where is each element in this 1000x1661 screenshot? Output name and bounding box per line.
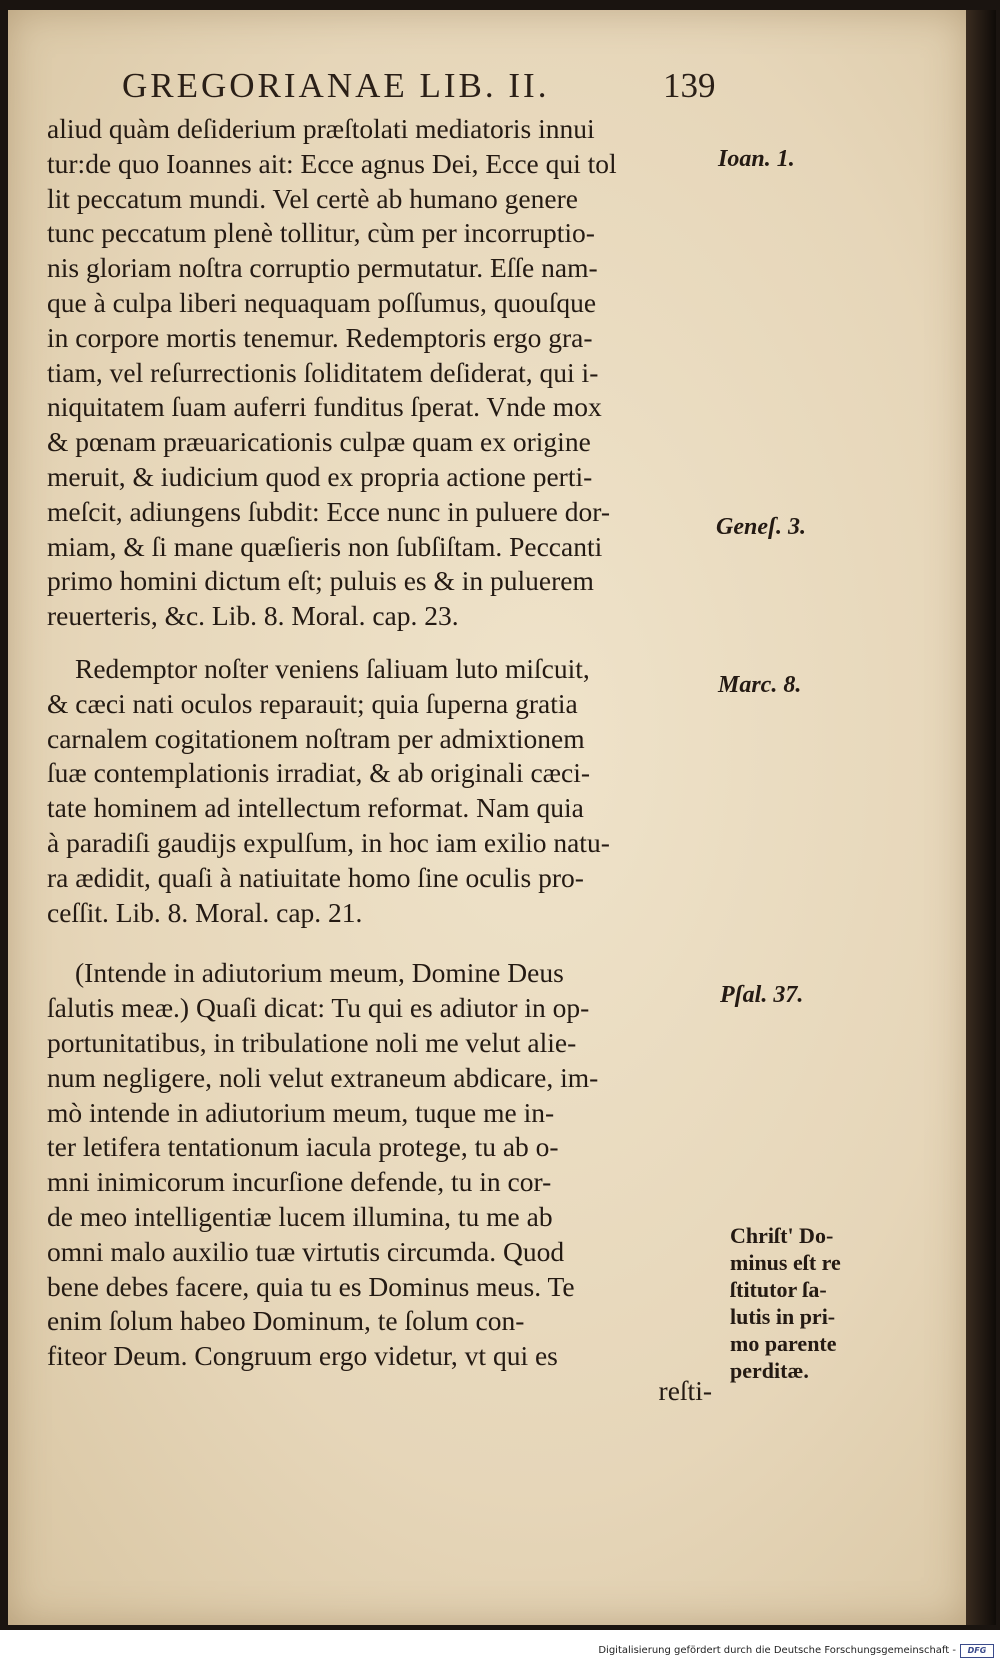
page-gutter (966, 10, 996, 1625)
text-line: nis gloriam noſtra corruptio permutatur. Eſſe nam- (47, 252, 598, 284)
margin-ref-genes: Geneſ. 3. (716, 514, 806, 540)
text-line: meſcit, adiungens ſubdit: Ecce nunc in puluere dor- (47, 495, 611, 527)
text-line: ra ædidit, quaſi à natiuitate homo ſine oculis pro- (47, 861, 584, 893)
text-line: & cæci nati oculos reparauit; quia ſuperna gratia (47, 687, 578, 719)
margin-note-line: Chriſt' Do- (730, 1223, 834, 1248)
text-line: tate hominem ad intellectum reformat. Nam quia (47, 792, 584, 824)
text-line: ſuæ contemplationis irradiat, & ab originali cæci- (47, 757, 590, 789)
paragraph-start-line: (Intende in adiutorium meum, Domine Deus (75, 957, 564, 989)
text-line: carnalem cogitationem noſtram per admixtionem (47, 722, 585, 754)
text-line: mò intende in adiutorium meum, tuque me in- (47, 1096, 555, 1128)
body-text (47, 112, 712, 1409)
text-line: in corpore mortis tenemur. Redemptoris ergo gra- (47, 321, 593, 353)
text-line: reuerteris, &c. Lib. 8. Moral. cap. 23. (47, 600, 459, 632)
text-line: de meo intelligentiæ lucem illumina, tu me ab (47, 1200, 553, 1232)
text-line: aliud quàm deſiderium præſtolati mediatoris innui (47, 113, 595, 144)
text-line: ceſſit. Lib. 8. Moral. cap. 21. (47, 896, 363, 928)
text-line: que à culpa liberi nequaquam poſſumus, quouſque (47, 286, 597, 318)
text-line: miam, & ſi mane quæſieris non ſubſiſtam. Peccanti (47, 530, 603, 562)
text-line: tunc peccatum plenè tollitur, cùm per incorruptio- (47, 217, 595, 249)
text-line: ſalutis meæ.) Quaſi dicat: Tu qui es adiutor in op- (47, 992, 590, 1024)
text-line: lit peccatum mundi. Vel certè ab humano genere (47, 182, 578, 214)
margin-ref-marc: Marc. 8. (718, 672, 802, 698)
paragraph-start-line: Redemptor noſter veniens ſaliuam luto miſcuit, (75, 652, 590, 684)
text-line: omni malo auxilio tuæ virtutis circumda. Quod (47, 1235, 565, 1267)
text-line: num negligere, noli velut extraneum abdicare, im- (47, 1061, 599, 1093)
margin-ref-psal: Pſal. 37. (720, 982, 804, 1008)
margin-note-line: lutis in pri- (730, 1304, 836, 1329)
text-line: tiam, vel reſurrectionis ſoliditatem deſiderat, qui i- (47, 356, 599, 388)
footer-credit: Digitalisierung gefördert durch die Deutsche Forschungsgemeinschaft - (598, 1645, 956, 1656)
text-line: fiteor Deum. Congruum ergo videtur, vt qui es (47, 1340, 558, 1372)
text-line: niquitatem ſuam auferri funditus ſperat. Vnde mox (47, 391, 602, 423)
text-line: primo homini dictum eſt; puluis es & in puluerem (47, 565, 594, 597)
dfg-logo: DFG (960, 1644, 994, 1658)
text-line: mni inimicorum incurſione defende, tu in cor- (47, 1166, 552, 1198)
text-line: portunitatibus, in tribulatione noli me velut alie- (47, 1026, 577, 1058)
margin-note (730, 1222, 841, 1384)
margin-note-line: mo parente (730, 1331, 837, 1356)
text-line: ter letifera tentationum iacula protege, tu ab o- (47, 1131, 559, 1163)
text-line: tur:de quo Ioannes ait: Ecce agnus Dei, Ecce qui tol (47, 147, 617, 179)
text-line: bene debes facere, quia tu es Dominus meus. Te (47, 1270, 575, 1302)
margin-note-line: ſtitutor ſa- (730, 1277, 827, 1302)
text-line: & pœnam præuaricationis culpæ quam ex origine (47, 426, 591, 458)
running-title: GREGORIANAE LIB. II. (122, 66, 550, 105)
margin-ref-ioan: Ioan. 1. (718, 146, 795, 172)
text-line: meruit, & iudicium quod ex propria actione perti- (47, 460, 593, 492)
margin-note-line: minus eſt re (730, 1250, 841, 1275)
margin-note-line: perditæ. (730, 1358, 809, 1383)
catchword: reſti- (658, 1374, 712, 1406)
text-line: à paradiſi gaudijs expulſum, in hoc iam exilio natu- (47, 826, 610, 858)
text-line: enim ſolum habeo Dominum, te ſolum con- (47, 1305, 525, 1337)
page-number: 139 (663, 66, 716, 105)
